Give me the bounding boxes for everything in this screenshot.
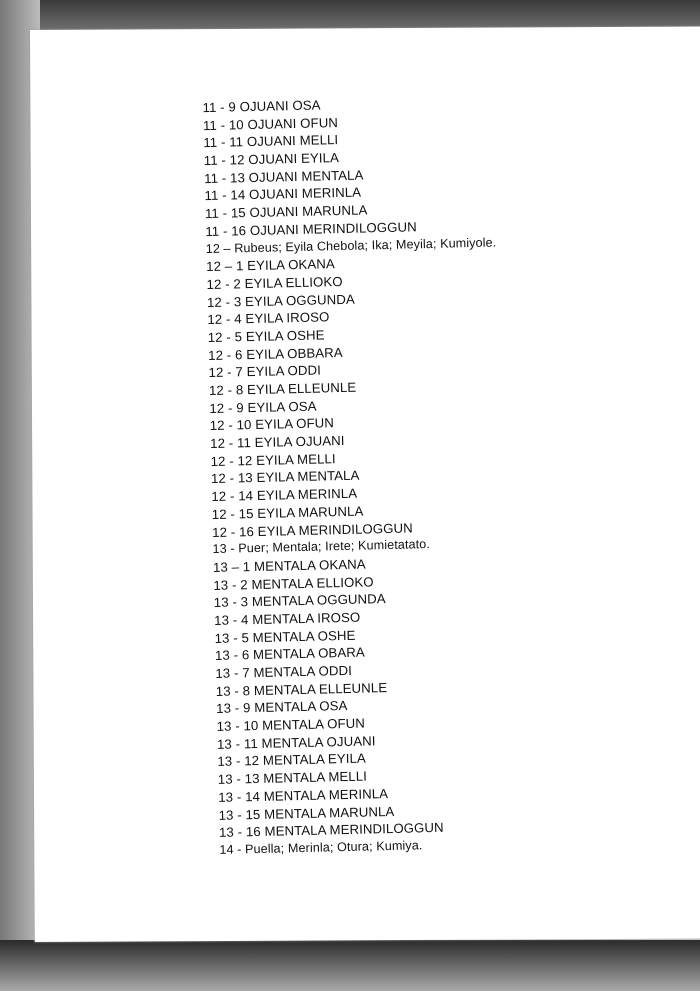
- list-item: 13 - 16 MENTALA MERINDILOGGUN: [218, 820, 444, 841]
- list-item: 13 - 9 MENTALA OSA: [216, 698, 348, 717]
- list-item: 12 - 13 EYILA MENTALA: [210, 468, 360, 487]
- list-item: 13 - 8 MENTALA ELLEUNLE: [215, 679, 388, 699]
- list-item: 13 – 1 MENTALA OKANA: [212, 556, 366, 575]
- list-item: 12 - 2 EYILA ELLIOKO: [206, 273, 343, 292]
- list-item: 13 - 12 MENTALA EYILA: [217, 750, 366, 770]
- list-item: 13 - 11 MENTALA OJUANI: [216, 733, 376, 752]
- list-item: 13 - 3 MENTALA OGGUNDA: [213, 591, 386, 611]
- list-item: 11 - 12 OJUANI EYILA: [203, 150, 340, 169]
- list-item: 12 - 7 EYILA ODDI: [208, 362, 322, 381]
- list-item: 12 - 12 EYILA MELLI: [210, 450, 336, 469]
- list-item: 13 - 13 MENTALA MELLI: [217, 768, 368, 788]
- list-item: 12 - 14 EYILA MERINLA: [211, 485, 358, 505]
- list-item: 12 - 9 EYILA OSA: [209, 398, 317, 416]
- list-item: 13 - 15 MENTALA MARUNLA: [218, 803, 395, 823]
- section-heading: 13 - Puer; Mentala; Irete; Kumietatato.: [212, 537, 431, 557]
- list-item: 11 - 16 OJUANI MERINDILOGGUN: [205, 219, 417, 239]
- list-item: 12 - 15 EYILA MARUNLA: [211, 503, 364, 522]
- list-item: 12 - 11 EYILA OJUANI: [210, 433, 345, 452]
- list-item: 11 - 11 OJUANI MELLI: [203, 132, 339, 151]
- list-item: 12 - 4 EYILA IROSO: [207, 309, 330, 328]
- list-item: 11 - 10 OJUANI OFUN: [202, 114, 339, 133]
- document-page: [30, 26, 700, 942]
- list-item: 11 - 9 OJUANI OSA: [202, 97, 321, 116]
- list-item: 13 - 2 MENTALA ELLIOKO: [213, 573, 374, 593]
- list-item: 12 - 8 EYILA ELLEUNLE: [208, 379, 357, 399]
- section-heading: 14 - Puella; Merinla; Otura; Kumiya.: [219, 838, 423, 857]
- list-item: 13 - 4 MENTALA IROSO: [214, 609, 361, 628]
- odu-index-list: [202, 93, 510, 860]
- list-item: 12 - 10 EYILA OFUN: [209, 415, 335, 434]
- list-item: 13 - 5 MENTALA OSHE: [214, 627, 356, 646]
- list-item: 11 - 13 OJUANI MENTALA: [203, 167, 364, 186]
- list-item: 12 - 3 EYILA OGGUNDA: [206, 291, 355, 310]
- list-item: 11 - 15 OJUANI MARUNLA: [204, 202, 368, 222]
- list-item: 12 - 6 EYILA OBBARA: [208, 344, 343, 363]
- scanner-background-bottom: [0, 940, 700, 991]
- list-item: 12 – 1 EYILA OKANA: [205, 256, 335, 275]
- list-item: 13 - 14 MENTALA MERINLA: [218, 785, 389, 805]
- list-item: 12 - 16 EYILA MERINDILOGGUN: [212, 519, 413, 540]
- list-item: 13 - 10 MENTALA OFUN: [216, 715, 366, 734]
- section-heading: 12 – Rubeus; Eyila Chebola; Ika; Meyila; Kumiyole.: [205, 234, 497, 256]
- list-item: 13 - 7 MENTALA ODDI: [215, 662, 353, 681]
- list-item: 11 - 14 OJUANI MERINLA: [204, 184, 362, 204]
- list-item: 13 - 6 MENTALA OBARA: [214, 644, 365, 664]
- list-item: 12 - 5 EYILA OSHE: [207, 327, 325, 345]
